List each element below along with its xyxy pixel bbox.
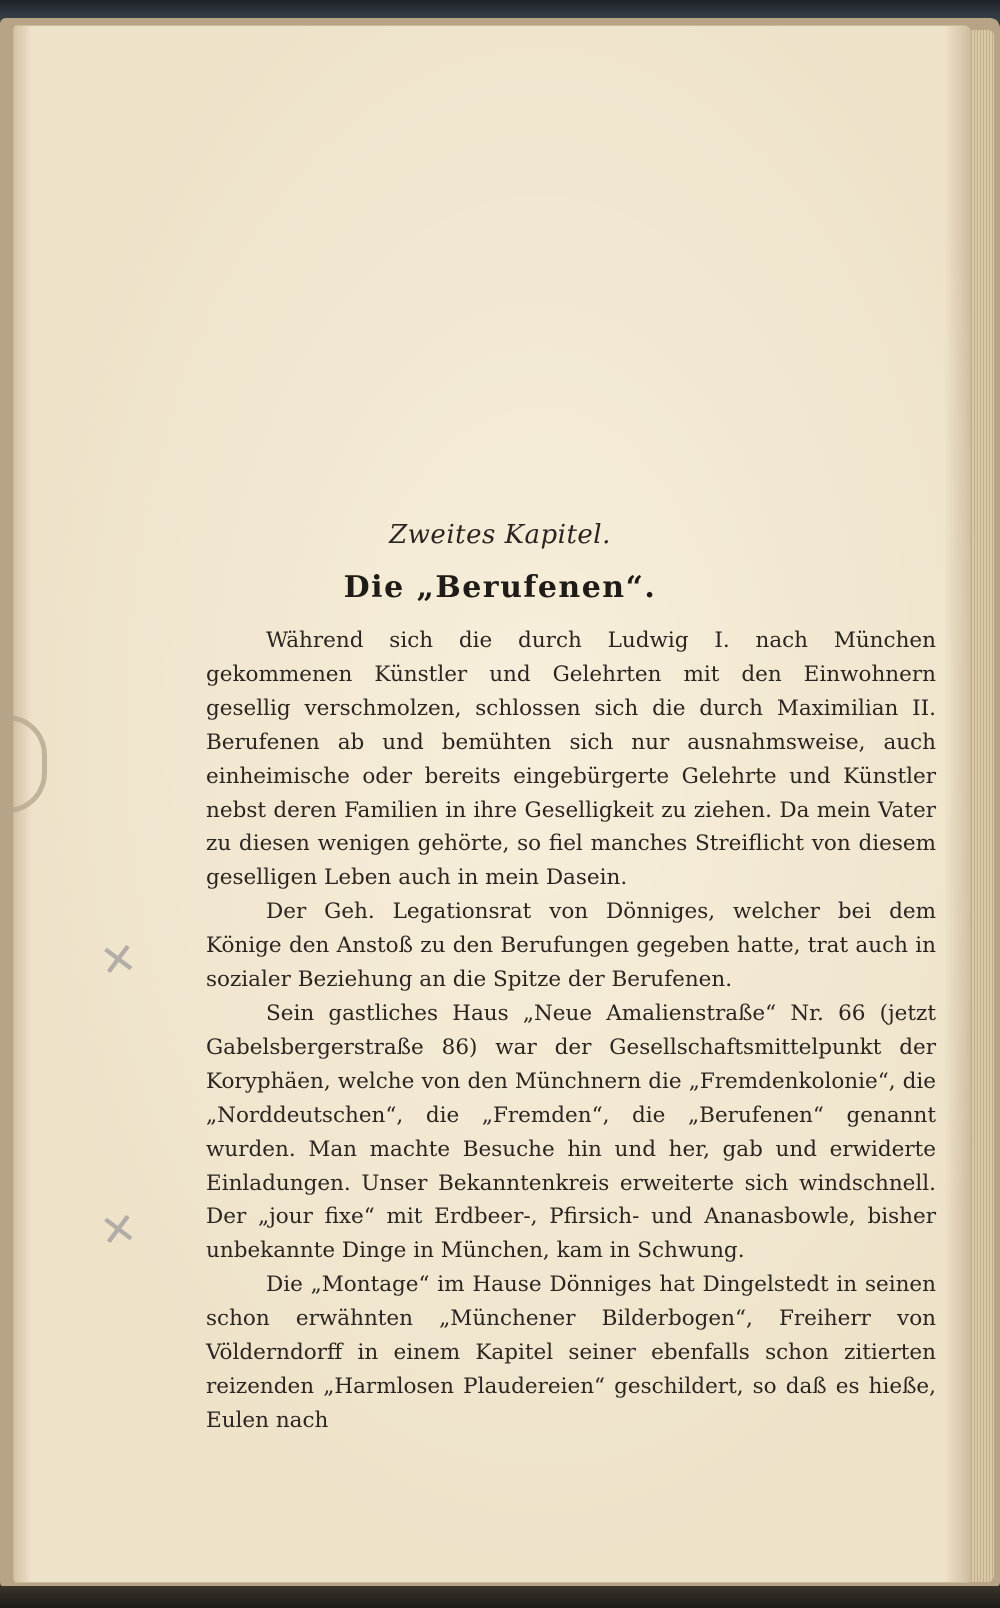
chapter-number: Zweites Kapitel.	[389, 520, 611, 550]
paragraph: Während sich die durch Ludwig I. nach München gekommenen Künstler und Gelehrten mit den Einwohnern gesellig verschmolzen, schlossen sich die durch Maximilian II. Berufenen ab und bemühten sich nur ausnahmsweise, auch einheimische oder bereits eingebürgerte Gelehrte und Künstler nebst deren Familien in ihre Geselligkeit zu ziehen. Da mein Vater zu diesen wenigen gehörte, so fiel manches Streiflicht von diesem geselligen Leben auch in mein Dasein.	[206, 628, 936, 891]
paragraph: Sein gastliches Haus „Neue Amalienstraße“ Nr. 66 (jetzt Gabelsbergerstraße 86) war der Gesellschaftsmittelpunkt der Koryphäen, welche von den Münchnern die „Fremdenkolonie“, die „Norddeutschen“, die „Fremden“, die „Berufenen“ genannt wurden. Man machte Besuche hin und her, gab und erwiderte Einladungen. Unser Bekanntenkreis erweiterte sich windschnell. Der „jour fixe“ mit Erdbeer-, Pfirsich- und Ananasbowle, bisher unbekannte Dinge in München, kam in Schwung.	[206, 1000, 936, 1264]
paragraph: Der Geh. Legationsrat von Dönniges, welcher bei dem Könige den Anstoß zu den Berufungen gegeben hatte, trat auch in sozialer Beziehung an die Spitze der Berufenen.	[206, 899, 936, 993]
pencil-cross-mark-icon: ✕	[96, 1202, 141, 1259]
paragraph: Die „Montage“ im Hause Dönniges hat Dingelstedt in seinen schon erwähnten „Münchener Bilderbogen“, Freiherr von Völderndorff in einem Kapitel seiner ebenfalls schon zitierten reizenden „Harmlosen Plaudereien“ geschildert, so daß es hieße, Eulen nach	[206, 1272, 936, 1433]
chapter-body	[206, 624, 936, 1438]
pencil-cross-mark-icon: ✕	[96, 932, 141, 989]
scan-background-bottom	[0, 1586, 1000, 1608]
chapter-title: Die „Berufenen“.	[343, 570, 657, 605]
